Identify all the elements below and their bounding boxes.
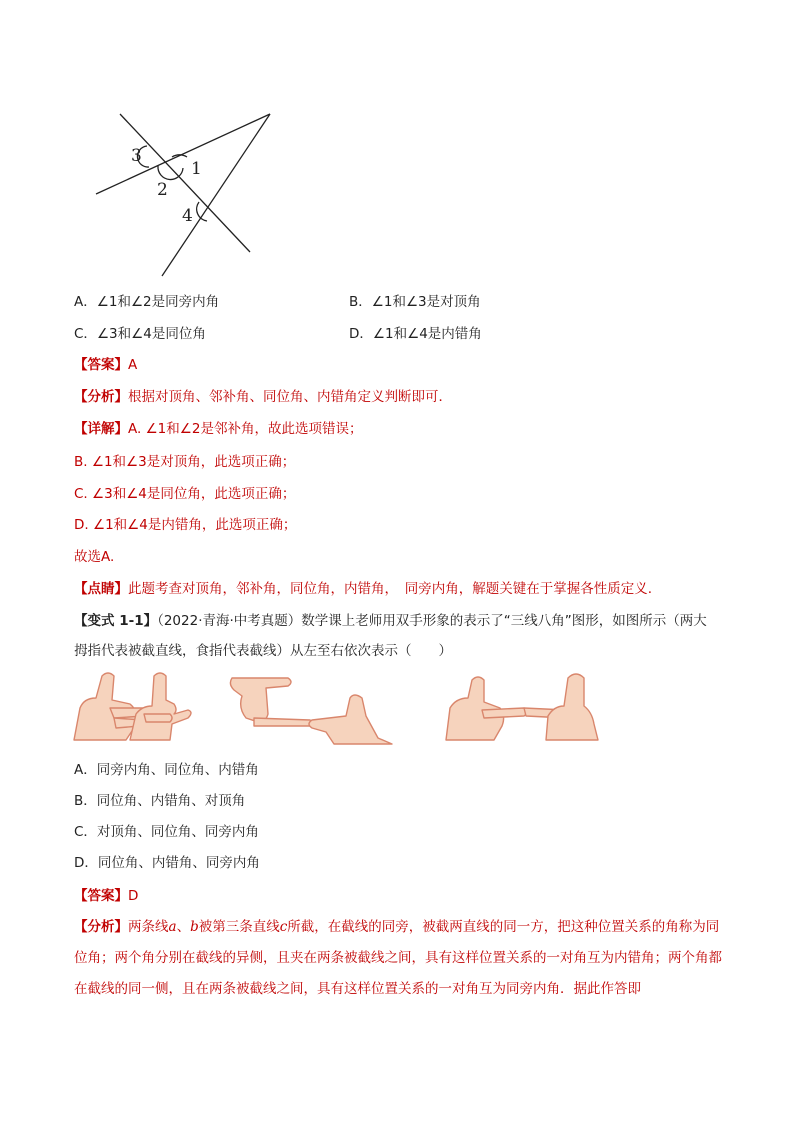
analysis-2: 【分析】两条线a、b被第三条直线c所截，在截线的同旁，被截两直线的同一方，把这种位置关系的角称为同位角；两个角分别在截线的异侧，且夹在两条被截线之间，具有这样位置关系的一对角互为内错角；两个角都在截线的同一侧，且在两条被截线之间，具有这样位置关系的一对角互为同旁内角．据此作答即 bbox=[74, 919, 722, 997]
q2-option-c: C．对顶角、同位角、同旁内角 bbox=[74, 824, 259, 840]
angle-label-3: 3 bbox=[131, 146, 142, 166]
option-a: A．∠1和∠2是同旁内角 bbox=[74, 294, 220, 310]
q2-option-b: B．同位角、内错角、对顶角 bbox=[74, 793, 246, 809]
option-c: C．∠3和∠4是同位角 bbox=[74, 326, 206, 342]
answer-2: 【答案】D bbox=[74, 888, 139, 904]
hand-pair-1 bbox=[74, 673, 191, 740]
angle-label-4: 4 bbox=[182, 206, 193, 226]
answer-1: 【答案】A bbox=[74, 357, 138, 373]
hand-pair-3 bbox=[446, 674, 598, 740]
q2-option-d: D．同位角、内错角、同旁内角 bbox=[74, 855, 260, 871]
conclusion-1: 故选A. bbox=[74, 549, 115, 565]
option-b: B．∠1和∠3是对顶角 bbox=[349, 294, 481, 310]
analysis-1: 【分析】根据对顶角、邻补角、同位角、内错角定义判断即可． bbox=[74, 389, 452, 405]
angle-label-1: 1 bbox=[191, 159, 202, 179]
detail-line-b: B. ∠1和∠3是对顶角，此选项正确； bbox=[74, 454, 296, 470]
hand-pair-2 bbox=[230, 678, 392, 744]
angle-label-2: 2 bbox=[157, 180, 168, 200]
hand-gestures-figure bbox=[70, 668, 610, 750]
line-left bbox=[120, 114, 250, 252]
option-d: D．∠1和∠4是内错角 bbox=[349, 326, 482, 342]
detail-line-d: D. ∠1和∠4是内错角，此选项正确； bbox=[74, 517, 297, 533]
detail-1: 【详解】A. ∠1和∠2是邻补角，故此选项错误； bbox=[74, 421, 363, 437]
angle-figure bbox=[90, 108, 280, 283]
question-2-stem: 【变式 1-1】（2022·青海·中考真题）数学课上老师用双手形象的表示了“三线八角”图形，如图所示（两大 bbox=[74, 613, 707, 629]
question-2-stem-line2: 拇指代表被截直线，食指代表截线）从左至右依次表示（ ） bbox=[74, 643, 452, 659]
q2-option-a: A．同旁内角、同位角、内错角 bbox=[74, 762, 259, 778]
detail-line-c: C. ∠3和∠4是同位角，此选项正确； bbox=[74, 486, 296, 502]
comment-1: 【点睛】此题考查对顶角，邻补角，同位角，内错角， 同旁内角，解题关键在于掌握各性质定义. bbox=[74, 581, 653, 597]
